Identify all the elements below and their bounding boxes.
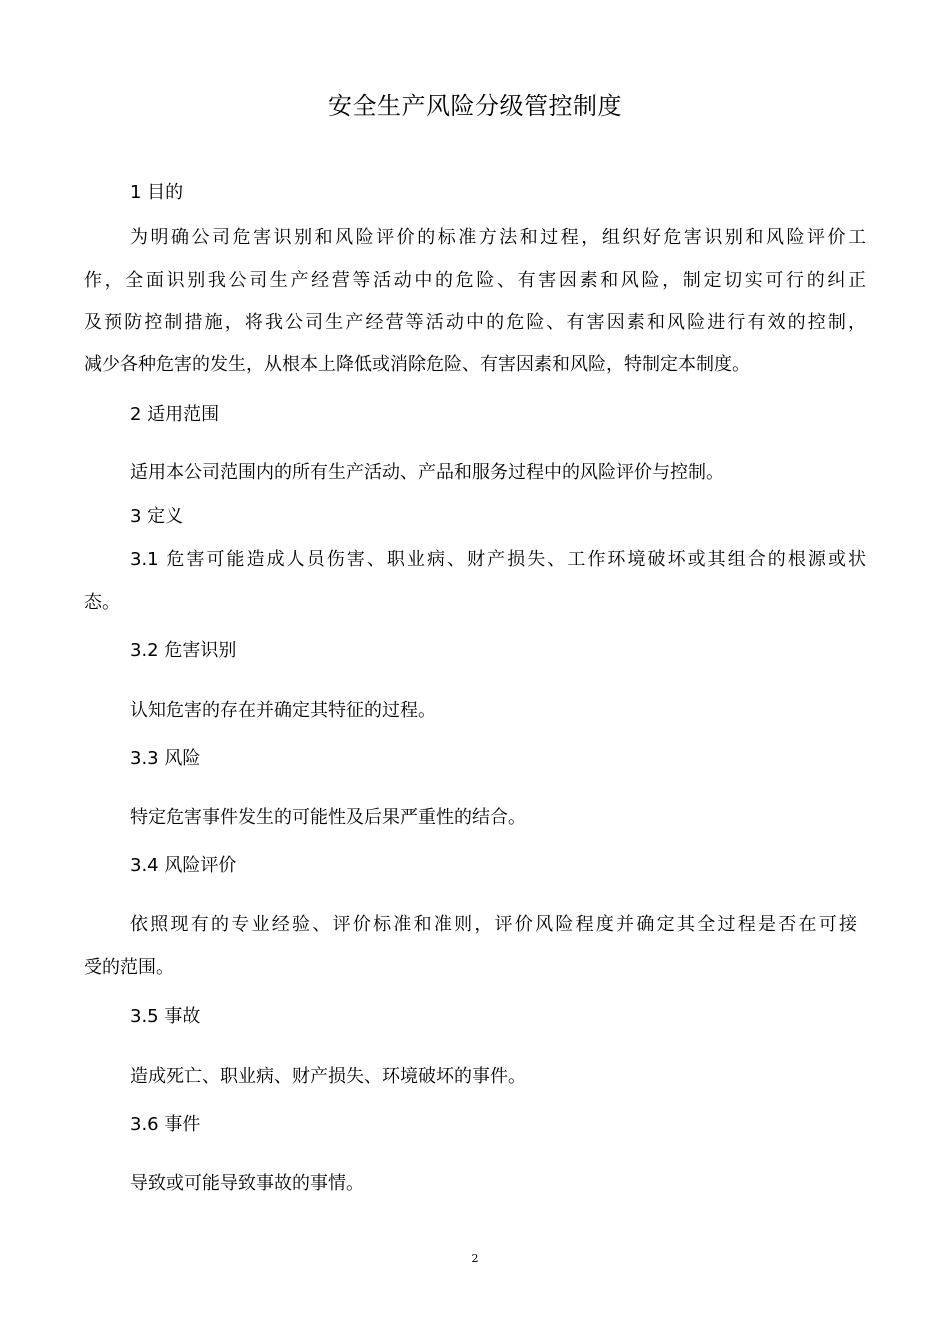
definition-3-6-heading: 3.6 事件 (130, 1114, 201, 1135)
definition-3-3-heading: 3.3 风险 (130, 748, 201, 769)
section-heading-scope: 2 适用范围 (130, 404, 220, 425)
definition-3-4-heading: 3.4 风险评价 (130, 855, 237, 876)
definition-3-4-line: 依照现有的专业经验、评价标准和准则，评价风险程度并确定其全过程是否在可接 (130, 914, 857, 935)
definition-3-1-line: 态。 (84, 592, 120, 613)
paragraph-line: 及预防控制措施，将我公司生产经营等活动中的危险、有害因素和风险进行有效的控制， (84, 312, 866, 333)
scope-text: 适用本公司范围内的所有生产活动、产品和服务过程中的风险评价与控制。 (130, 462, 724, 483)
paragraph-line: 减少各种危害的发生，从根本上降低或消除危险、有害因素和风险，特制定本制度。 (84, 354, 750, 375)
definition-3-5-heading: 3.5 事故 (130, 1006, 201, 1027)
paragraph-line: 作，全面识别我公司生产经营等活动中的危险、有害因素和风险，制定切实可行的纠正 (84, 270, 866, 291)
definition-3-5-text: 造成死亡、职业病、财产损失、环境破坏的事件。 (130, 1066, 526, 1087)
definition-3-1-line: 3.1 危害可能造成人员伤害、职业病、财产损失、工作环境破坏或其组合的根源或状 (130, 549, 866, 570)
definition-3-6-text: 导致或可能导致事故的事情。 (130, 1173, 364, 1194)
definition-3-2-heading: 3.2 危害识别 (130, 640, 237, 661)
page-number: 2 (471, 1252, 479, 1265)
section-heading-definitions: 3 定义 (130, 506, 184, 527)
paragraph-line: 为明确公司危害识别和风险评价的标准方法和过程，组织好危害识别和风险评价工 (130, 227, 866, 248)
definition-3-2-text: 认知危害的存在并确定其特征的过程。 (130, 700, 436, 721)
definition-3-4-line: 受的范围。 (84, 957, 174, 978)
definition-3-3-text: 特定危害事件发生的可能性及后果严重性的结合。 (130, 807, 526, 828)
section-heading-purpose: 1 目的 (130, 182, 184, 203)
document-title: 安全生产风险分级管控制度 (328, 92, 622, 120)
